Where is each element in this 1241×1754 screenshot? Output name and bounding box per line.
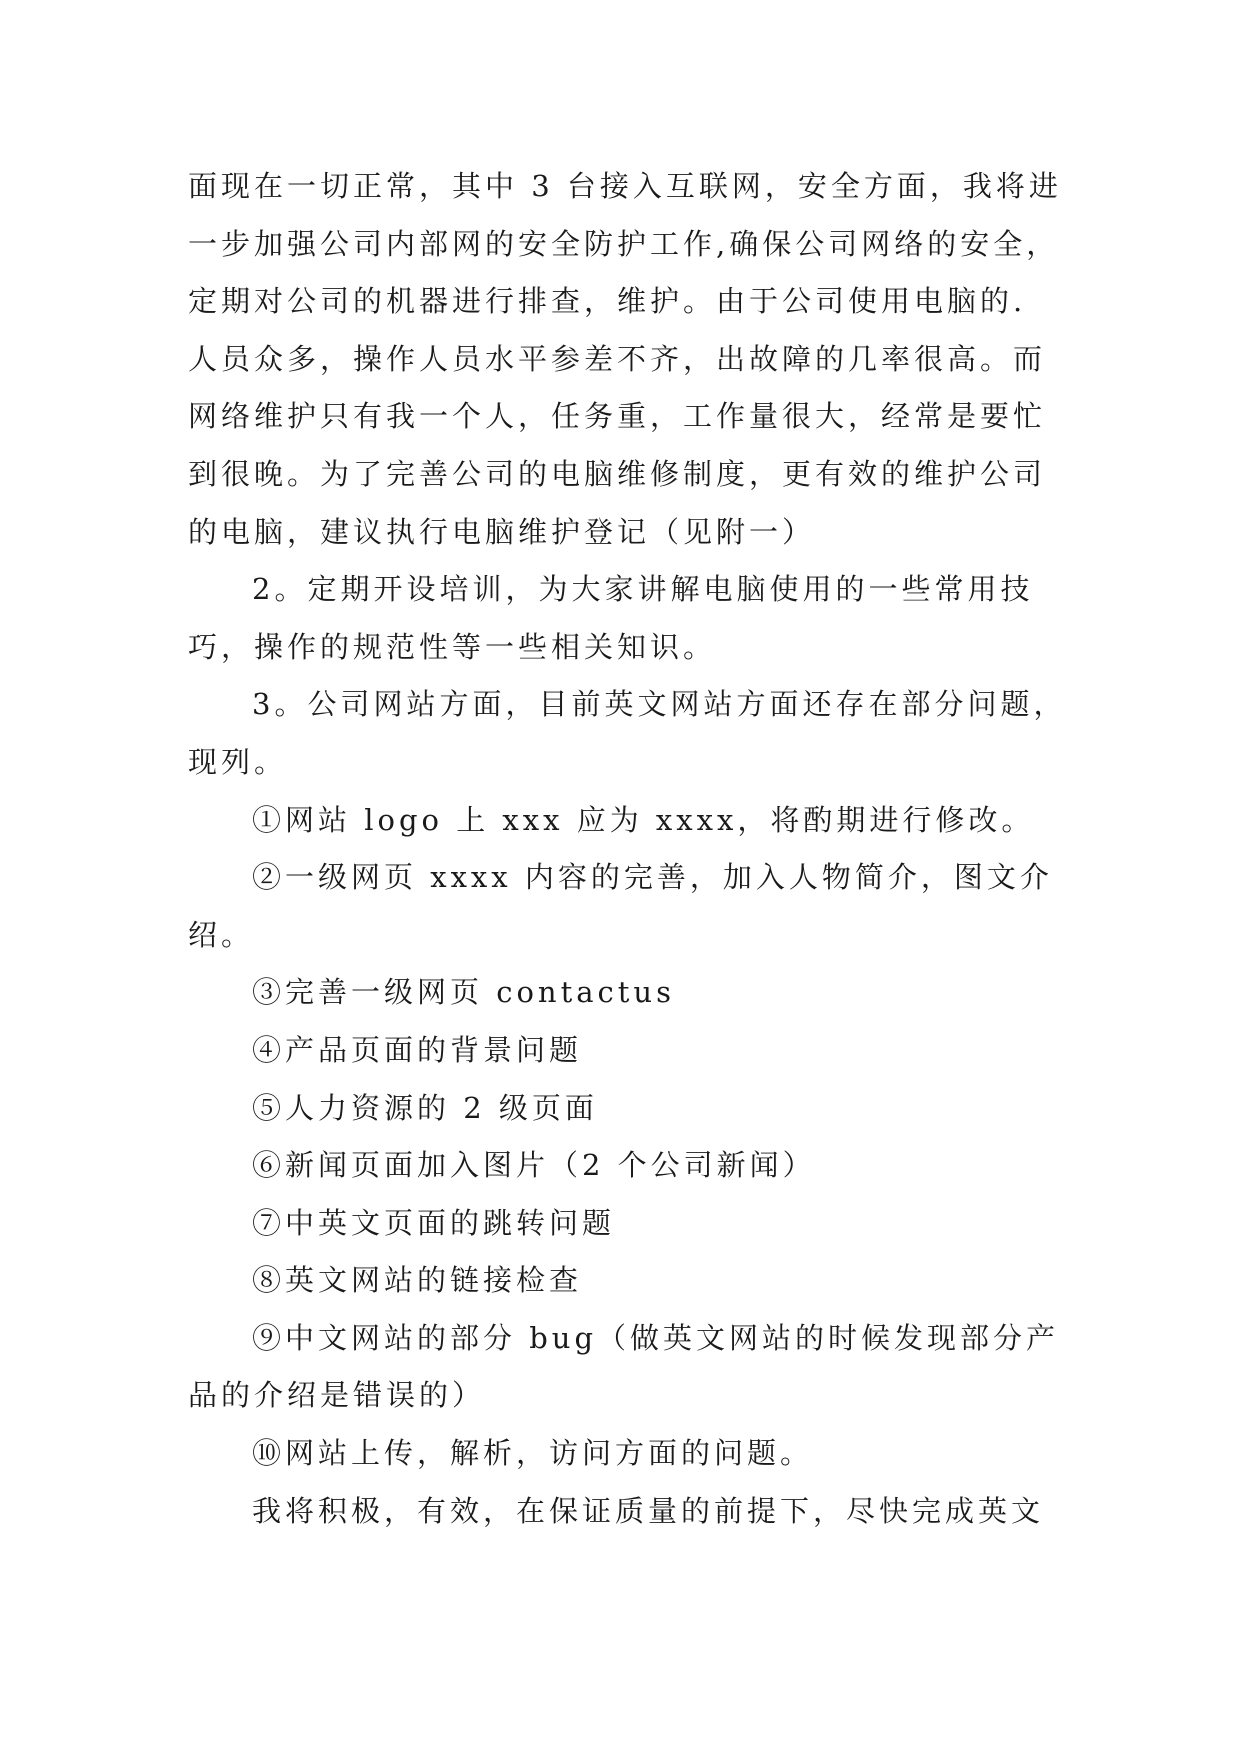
paragraph-line: 2。定期开设培训，为大家讲解电脑使用的一些常用技: [252, 572, 1034, 607]
list-item-line: ⑦中英文页面的跳转问题: [252, 1205, 616, 1240]
paragraph-line: 现列。: [188, 744, 288, 779]
list-item-line: ③完善一级网页 contactus: [252, 975, 675, 1010]
list-item-line: ②一级网页 xxxx 内容的完善，加入人物简介，图文介: [252, 860, 1053, 895]
list-item-line: ④产品页面的背景问题: [252, 1032, 583, 1067]
list-item-line: ①网站 logo 上 xxx 应为 xxxx，将酌期进行修改。: [252, 802, 1035, 837]
paragraph-line: 网络维护只有我一个人，任务重，工作量很大，经常是要忙: [188, 399, 1047, 434]
paragraph-line: 面现在一切正常，其中 3 台接入互联网，安全方面，我将进: [188, 169, 1062, 203]
document-body: [188, 158, 1088, 1540]
list-item-line: 绍。: [188, 917, 255, 952]
list-item-line: ⑤人力资源的 2 级页面: [252, 1090, 598, 1125]
list-item-line: ⑥新闻页面加入图片（2 个公司新闻）: [252, 1148, 816, 1183]
list-item-line: ⑨中文网站的部分 bug（做英文网站的时候发现部分产: [252, 1320, 1060, 1355]
list-item-line: ⑩网站上传，解析，访问方面的问题。: [252, 1436, 814, 1471]
list-item-line: ⑧英文网站的链接检查: [252, 1263, 583, 1298]
paragraph-line: 定期对公司的机器进行排查，维护。由于公司使用电脑的.: [188, 284, 1027, 319]
paragraph-line: 3。公司网站方面，目前英文网站方面还存在部分问题，: [252, 687, 1067, 722]
paragraph-line: 的电脑，建议执行电脑维护登记（见附一）: [188, 514, 816, 549]
paragraph-line: 一步加强公司内部网的安全防护工作,确保公司网络的安全，: [188, 226, 1060, 261]
paragraph-line: 我将积极，有效，在保证质量的前提下，尽快完成英文: [252, 1493, 1045, 1528]
paragraph-line: 到很晚。为了完善公司的电脑维修制度，更有效的维护公司: [188, 456, 1047, 491]
list-item-line: 品的介绍是错误的）: [188, 1378, 486, 1413]
paragraph-line: 巧，操作的规范性等一些相关知识。: [188, 629, 717, 664]
paragraph-line: 人员众多，操作人员水平参差不齐，出故障的几率很高。而: [188, 341, 1047, 376]
